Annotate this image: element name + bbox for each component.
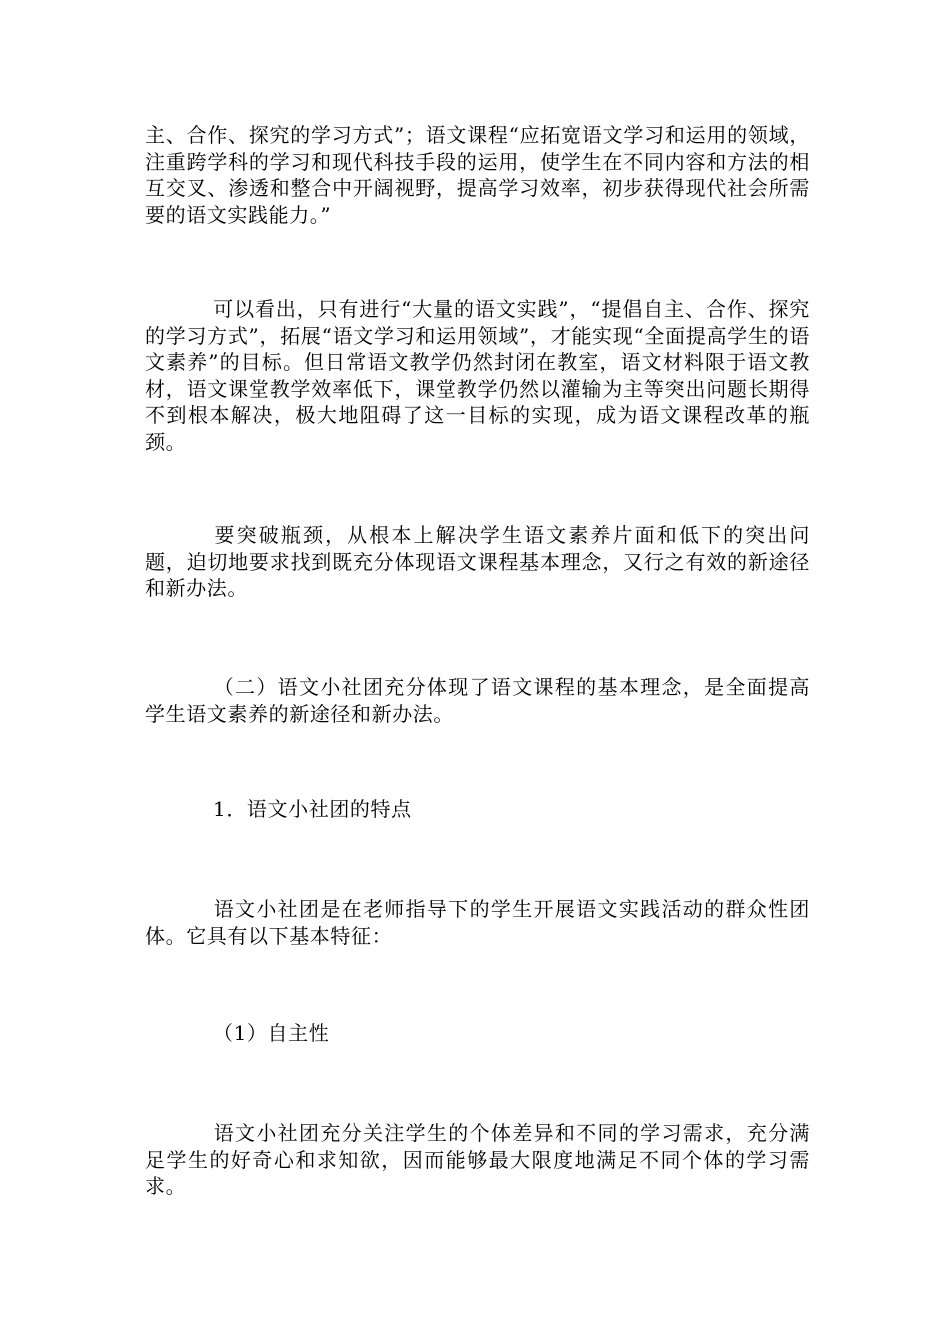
subsection-heading-1 — [145, 796, 810, 823]
subsection-heading-1-text: 1．语文小社团的特点 — [213, 797, 412, 821]
section-heading-2 — [145, 674, 810, 727]
feature-heading-1 — [145, 1020, 810, 1047]
section-heading-2-text: （二）语文小社团充分体现了语文课程的基本理念，是全面提高学生语文素养的新途径和新办法。 — [145, 675, 810, 726]
paragraph-1 — [145, 122, 810, 228]
paragraph-3-text: 要突破瓶颈，从根本上解决学生语文素养片面和低下的突出问题，迫切地要求找到既充分体现语文课程基本理念，又行之有效的新途径和新办法。 — [145, 523, 810, 600]
paragraph-6-text: 语文小社团是在老师指导下的学生开展语文实践活动的群众性团体。它具有以下基本特征： — [145, 897, 810, 948]
paragraph-1-text: 主、合作、探究的学习方式”；语文课程“应拓宽语文学习和运用的领域，注重跨学科的学习和现代科技手段的运用，使学生在不同内容和方法的相互交叉、渗透和整合中开阔视野，提高学习效率，初步获得现代社会所需要的语文实践能力。” — [145, 123, 810, 227]
paragraph-6 — [145, 896, 810, 949]
paragraph-8-text: 语文小社团充分关注学生的个体差异和不同的学习需求，充分满足学生的好奇心和求知欲，因而能够最大限度地满足不同个体的学习需求。 — [145, 1121, 810, 1198]
paragraph-3 — [145, 522, 810, 602]
paragraph-2-text: 可以看出，只有进行“大量的语文实践”，“提倡自主、合作、探究的学习方式”，拓展“语文学习和运用领域”，才能实现“全面提高学生的语文素养”的目标。但日常语文教学仍然封闭在教室，语文材料限于语文教材，语文课堂教学效率低下，课堂教学仍然以灌输为主等突出问题长期得不到根本解决，极大地阻碍了这一目标的实现，成为语文课程改革的瓶颈。 — [145, 297, 810, 454]
paragraph-8 — [145, 1120, 810, 1200]
paragraph-2 — [145, 296, 810, 455]
feature-heading-1-text: （1）自主性 — [213, 1021, 330, 1045]
